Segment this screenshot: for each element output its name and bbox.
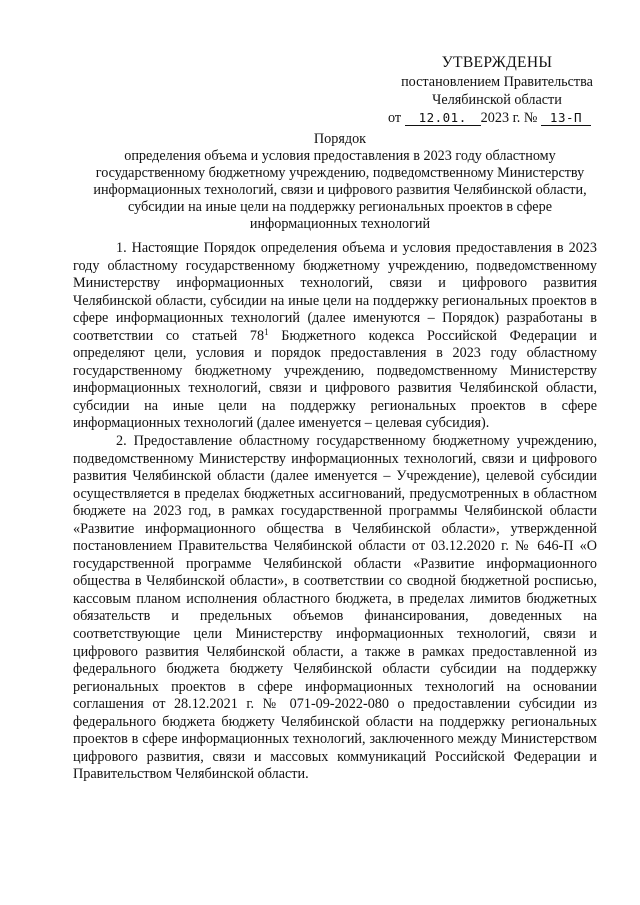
paragraph-1	[73, 240, 597, 433]
document-body	[73, 240, 597, 784]
document-title	[80, 131, 600, 233]
approval-date-prefix: от	[388, 110, 402, 126]
approval-date-suffix: 2023 г. №	[480, 110, 538, 126]
approval-line-1: постановлением Правительства	[401, 74, 593, 90]
approval-line-2: Челябинской области	[432, 92, 562, 108]
title-heading: Порядок	[313, 131, 367, 147]
paragraph-1-text-b: Бюджетного кодекса Российской Федерации и определяют цели, условия и порядок предоставления в 2023 году областному государственному бюджетному учреждению, подведомственному Министерству информационных технологий, связи и цифрового развития Челябинской области, субсидии на иные цели на поддержку региональных проектов в сфере информационных технологий (далее именуется – целевая субсидия).	[73, 327, 597, 432]
approval-stamp	[388, 54, 606, 127]
title-subject: определения объема и условия предоставления в 2023 году областному государственному бюджетному учреждению, подведомственному Министерству информационных технологий, связи и цифрового развития Челябинской области, субсидии на иные цели на поддержку региональных проектов в сфере информационных технологий	[93, 148, 587, 232]
paragraph-1-text-a: 1. Настоящие Порядок определения объема и условия предоставления в 2023 году областному государственному бюджетному учреждению, подведомственному Министерству информационных технологий, связи и цифрового развития Челябинской области, субсидии на иные цели на поддержку региональных проектов в сфере информационных технологий (далее именуются – Порядок) разработаны в соответствии со статьей 78	[73, 240, 597, 344]
approval-heading: УТВЕРЖДЕНЫ	[441, 54, 553, 71]
approval-date-line	[388, 109, 606, 127]
paragraph-1-superscript: 1	[264, 326, 269, 337]
approval-number-value: 13-П	[541, 111, 591, 126]
approval-date-value: 12.01.	[405, 111, 481, 126]
paragraph-2: 2. Предоставление областному государственному бюджетному учреждению, подведомственному Министерству информационных технологий, связи и цифрового развития Челябинской области (далее именуется – Учреждение), целевой субсидии осуществляется в пределах бюджетных ассигнований, предусмотренных в областном бюджете на 2023 год, в рамках государственной программы Челябинской области «Развитие информационного общества в Челябинской области», утвержденной постановлением Правительства Челябинской области от 03.12.2020 г. № 646-П «О государственной программе Челябинской области «Развитие информационного общества в Челябинской области», в соответствии со сводной бюджетной росписью, кассовым планом исполнения областного бюджета, в пределах лимитов бюджетных обязательств и предельных объемов финансирования, доведенных на соответствующие цели Министерству информационных технологий, связи и цифрового развития Челябинской области, а также в рамках предоставленной из федерального бюджета бюджету Челябинской области субсидии на поддержку региональных проектов в сфере информационных технологий на основании соглашения от 28.12.2021 г. № 071-09-2022-080 о предоставлении субсидии из федерального бюджета бюджету Челябинской области на поддержку региональных проектов в сфере информационных технологий, заключенного между Министерством цифрового развития, связи и массовых коммуникаций Российской Федерации и Правительством Челябинской области.	[73, 433, 597, 783]
